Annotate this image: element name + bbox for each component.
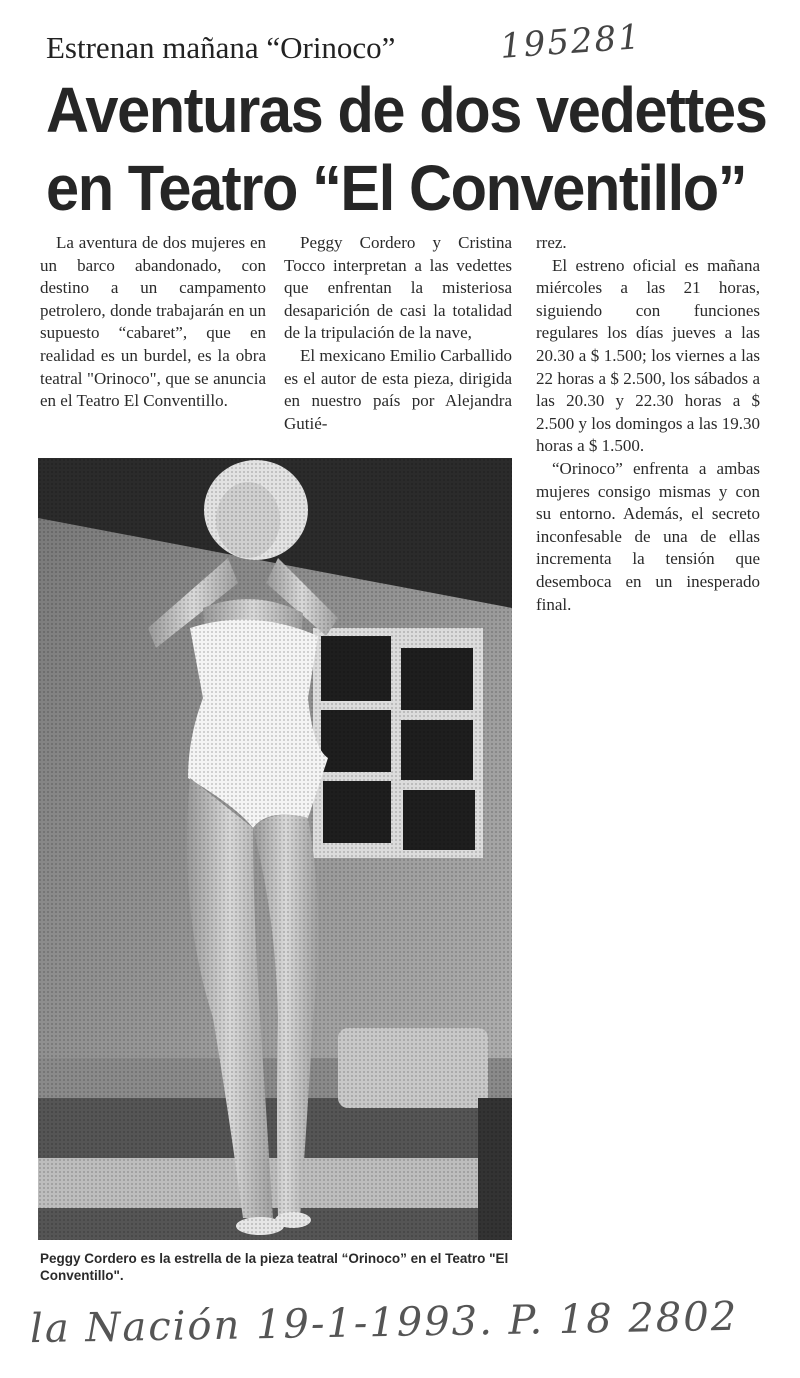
photo-caption: Peggy Cordero es la estrella de la pieza teatral “Orinoco” en el Teatro "El Conventillo". xyxy=(40,1251,509,1283)
photo-vedette-illustration xyxy=(38,458,512,1240)
paragraph: Peggy Cordero y Cristina Tocco interpretan a las vedettes que enfrentan la misteriosa desaparición de casi la totalidad de la tripulación de la nave, xyxy=(284,233,512,343)
paragraph: El estreno oficial es mañana miércoles a las 21 horas, siguiendo con funciones regulares los días jueves a las 20.30 a $ 1.500; los viernes a las 22 horas a $ 2.500, los sábados a las 20.30 y 22.30 horas a $ 2.500 y los domingos a las 19.30 horas a $ 1.500. xyxy=(536,255,760,456)
headline-line-2: en Teatro “El Conventillo” xyxy=(46,152,747,224)
paragraph: El mexicano Emilio Carballido es el autor de esta pieza, dirigida en nuestro país por Alejandra Gutié- xyxy=(284,345,512,433)
paragraph: La aventura de dos mujeres en un barco abandonado, con destino a un campamento petrolero, donde trabajarán en un supuesto “cabaret”, que en realidad es un burdel, es la obra teatral "Orinoco", que se anuncia en el Teatro El Conventillo. xyxy=(40,233,266,411)
article-photo xyxy=(38,458,512,1240)
article-column-1 xyxy=(40,232,266,413)
archive-number-handwritten: 195281 xyxy=(498,17,644,67)
kicker-subtitle: Estrenan mañana “Orinoco” xyxy=(46,30,396,65)
article-column-3 xyxy=(536,232,760,616)
paragraph-continuation: rrez. xyxy=(536,233,567,252)
article-column-2 xyxy=(284,232,512,435)
paragraph: “Orinoco” enfrenta a ambas mujeres consigo mismas y con su entorno. Además, el secreto inconfesable de una de ellas incrementa la tensión que desemboca en un inesperado final. xyxy=(536,458,760,614)
headline-line-1: Aventuras de dos vedettes xyxy=(46,74,767,146)
source-note-handwritten: la Nación 19-1-1993. P. 18 2802 xyxy=(29,1293,739,1353)
